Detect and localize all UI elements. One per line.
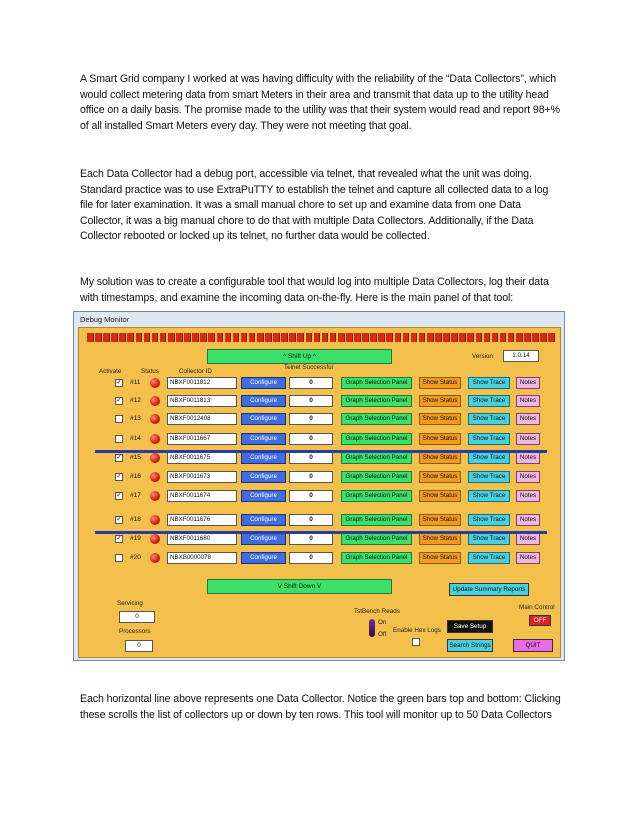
graph-selection-button[interactable]: Graph Selection Panel bbox=[341, 490, 412, 502]
activate-checkbox[interactable]: ✓ bbox=[116, 397, 122, 404]
graph-selection-button[interactable]: Graph Selection Panel bbox=[341, 552, 412, 564]
notes-button[interactable]: Notes bbox=[516, 471, 540, 483]
status-led-icon bbox=[150, 515, 160, 525]
led-indicator bbox=[103, 333, 110, 342]
led-indicator bbox=[532, 333, 539, 342]
collector-id-field[interactable]: NBXF0011676 bbox=[167, 514, 237, 526]
notes-button[interactable]: Notes bbox=[516, 490, 540, 502]
led-indicator bbox=[346, 333, 353, 342]
row-number: #15 bbox=[130, 454, 141, 461]
led-indicator bbox=[233, 333, 240, 342]
row-number: #11 bbox=[130, 379, 141, 386]
show-trace-button[interactable]: Show Trace bbox=[468, 452, 510, 464]
led-indicator bbox=[435, 333, 442, 342]
show-trace-button[interactable]: Show Trace bbox=[468, 395, 510, 407]
collector-id-field[interactable]: NBXF0011674 bbox=[167, 490, 237, 502]
collector-row bbox=[79, 513, 562, 528]
status-led-icon bbox=[150, 472, 160, 482]
led-indicator bbox=[152, 333, 159, 342]
collector-row bbox=[79, 412, 562, 427]
row-number: #14 bbox=[130, 435, 141, 442]
toggle-off-label: Off bbox=[378, 631, 387, 638]
activate-checkbox[interactable]: ✓ bbox=[116, 454, 122, 461]
collector-row bbox=[79, 489, 562, 504]
led-indicator bbox=[144, 333, 151, 342]
configure-button[interactable]: Configure bbox=[241, 471, 286, 483]
show-trace-button[interactable]: Show Trace bbox=[468, 552, 510, 564]
show-trace-button[interactable]: Show Trace bbox=[468, 433, 510, 445]
graph-selection-button[interactable]: Graph Selection Panel bbox=[341, 395, 412, 407]
notes-button[interactable]: Notes bbox=[516, 533, 540, 545]
led-indicator bbox=[411, 333, 418, 342]
shift-down-button[interactable]: V Shift Down V bbox=[207, 579, 392, 594]
activate-checkbox[interactable]: ✓ bbox=[116, 379, 122, 386]
collector-row bbox=[79, 470, 562, 485]
notes-button[interactable]: Notes bbox=[516, 413, 540, 425]
led-indicator bbox=[273, 333, 280, 342]
collector-id-field[interactable]: NBXF0011680 bbox=[167, 533, 237, 545]
show-status-button[interactable]: Show Status bbox=[419, 395, 461, 407]
led-indicator bbox=[127, 333, 134, 342]
led-indicator bbox=[419, 333, 426, 342]
telnet-count-field: 0 bbox=[289, 395, 333, 407]
led-indicator bbox=[306, 333, 313, 342]
led-indicator bbox=[403, 333, 410, 342]
led-indicator bbox=[540, 333, 547, 342]
graph-selection-button[interactable]: Graph Selection Panel bbox=[341, 413, 412, 425]
activate-checkbox[interactable]: ✓ bbox=[116, 492, 122, 499]
show-trace-button[interactable]: Show Trace bbox=[468, 471, 510, 483]
led-indicator bbox=[338, 333, 345, 342]
configure-button[interactable]: Configure bbox=[241, 395, 286, 407]
collector-id-field[interactable]: NBXF0012408 bbox=[167, 413, 237, 425]
show-status-button[interactable]: Show Status bbox=[419, 452, 461, 464]
tstbench-toggle[interactable] bbox=[369, 619, 375, 637]
led-indicator bbox=[476, 333, 483, 342]
show-status-button[interactable]: Show Status bbox=[419, 514, 461, 526]
processors-field: 0 bbox=[125, 640, 153, 652]
version-label: Version bbox=[472, 353, 494, 360]
row-number: #17 bbox=[130, 492, 141, 499]
search-strings-button[interactable]: Search Strings bbox=[447, 639, 493, 652]
led-indicator bbox=[241, 333, 248, 342]
notes-button[interactable]: Notes bbox=[516, 433, 540, 445]
collector-row bbox=[79, 551, 562, 566]
led-indicator bbox=[289, 333, 296, 342]
led-indicator bbox=[217, 333, 224, 342]
header-activate: Activate bbox=[99, 368, 122, 375]
led-indicator bbox=[168, 333, 175, 342]
led-indicator bbox=[395, 333, 402, 342]
led-indicator bbox=[136, 333, 143, 342]
led-indicator bbox=[500, 333, 507, 342]
shift-up-button[interactable]: ^ Shift Up ^ bbox=[207, 349, 392, 364]
notes-button[interactable]: Notes bbox=[516, 552, 540, 564]
toggle-on-label: On bbox=[378, 619, 387, 626]
servicing-field: 0 bbox=[119, 611, 155, 623]
processors-label: Processors bbox=[119, 628, 151, 635]
show-trace-button[interactable]: Show Trace bbox=[468, 377, 510, 389]
activate-checkbox[interactable] bbox=[115, 415, 123, 423]
led-indicator bbox=[330, 333, 337, 342]
led-indicator bbox=[322, 333, 329, 342]
graph-selection-button[interactable]: Graph Selection Panel bbox=[341, 377, 412, 389]
led-indicator bbox=[443, 333, 450, 342]
led-indicator bbox=[87, 333, 94, 342]
paragraph-description: Each horizontal line above represents one Data Collector. Notice the green bars top and bottom: Clicking these scrolls the list of collectors up or down by ten rows. This tool will monitor up to 50 Data Collectors bbox=[80, 693, 561, 721]
header-status: Status bbox=[141, 368, 159, 375]
led-indicator bbox=[370, 333, 377, 342]
led-indicator bbox=[208, 333, 215, 342]
graph-selection-button[interactable]: Graph Selection Panel bbox=[341, 471, 412, 483]
led-indicator bbox=[265, 333, 272, 342]
telnet-count-field: 0 bbox=[289, 552, 333, 564]
notes-button[interactable]: Notes bbox=[516, 452, 540, 464]
activate-checkbox[interactable]: ✓ bbox=[116, 516, 122, 523]
show-trace-button[interactable]: Show Trace bbox=[468, 413, 510, 425]
led-indicator bbox=[184, 333, 191, 342]
collector-row bbox=[79, 394, 562, 409]
status-led-icon bbox=[150, 553, 160, 563]
status-led-icon bbox=[150, 534, 160, 544]
show-status-button[interactable]: Show Status bbox=[419, 533, 461, 545]
update-summary-button[interactable]: Update Summary Reports bbox=[449, 583, 529, 596]
telnet-count-field: 0 bbox=[289, 514, 333, 526]
status-led-icon bbox=[150, 453, 160, 463]
row-number: #19 bbox=[130, 535, 141, 542]
status-led-icon bbox=[150, 434, 160, 444]
collector-id-field[interactable]: NBXB0000078 bbox=[167, 552, 237, 564]
collector-id-field[interactable]: NBXF0011813 bbox=[167, 395, 237, 407]
led-indicator bbox=[508, 333, 515, 342]
separator bbox=[95, 450, 547, 453]
configure-button[interactable]: Configure bbox=[241, 452, 286, 464]
show-trace-button[interactable]: Show Trace bbox=[468, 490, 510, 502]
paragraph-debug-port: Each Data Collector had a debug port, accessible via telnet, that revealed what the unit was doing. Standard practice was to use ExtraPuTTY to establish the telnet and capture all collected data to a log file for later examination. It was a small manual chore to set up and examine data from one Data Collector, it was a big manual chore to do that with multiple Data Collectors. Additionally, if the Data Collector rebooted or locked up its telnet, no further data would be collected. bbox=[80, 168, 549, 242]
collector-id-field[interactable]: NBXF0011667 bbox=[167, 433, 237, 445]
led-indicator bbox=[354, 333, 361, 342]
graph-selection-button[interactable]: Graph Selection Panel bbox=[341, 433, 412, 445]
row-number: #20 bbox=[130, 554, 141, 561]
activate-checkbox[interactable]: ✓ bbox=[116, 473, 122, 480]
show-trace-button[interactable]: Show Trace bbox=[468, 514, 510, 526]
activate-checkbox[interactable] bbox=[115, 435, 123, 443]
configure-button[interactable]: Configure bbox=[241, 552, 286, 564]
graph-selection-button[interactable]: Graph Selection Panel bbox=[341, 533, 412, 545]
collector-row bbox=[79, 532, 562, 547]
row-number: #18 bbox=[130, 516, 141, 523]
led-indicator bbox=[200, 333, 207, 342]
show-status-button[interactable]: Show Status bbox=[419, 552, 461, 564]
led-indicator bbox=[492, 333, 499, 342]
collector-row bbox=[79, 376, 562, 391]
show-status-button[interactable]: Show Status bbox=[419, 413, 461, 425]
collector-id-field[interactable]: NBXF0011675 bbox=[167, 452, 237, 464]
tstbench-label: TstBench Reads bbox=[354, 608, 400, 615]
telnet-count-field: 0 bbox=[289, 490, 333, 502]
telnet-count-field: 0 bbox=[289, 452, 333, 464]
graph-selection-button[interactable]: Graph Selection Panel bbox=[341, 452, 412, 464]
configure-button[interactable]: Configure bbox=[241, 514, 286, 526]
collector-row bbox=[79, 451, 562, 466]
quit-button[interactable]: QUIT bbox=[513, 639, 553, 652]
telnet-count-field: 0 bbox=[289, 433, 333, 445]
main-control-label: Main Control bbox=[519, 604, 555, 611]
led-indicator bbox=[192, 333, 199, 342]
paragraph-solution: My solution was to create a configurable tool that would log into multiple Data Collectors, log their data with timestamps, and examine the incoming data on-the-fly. Here is the main panel of that tool: bbox=[80, 276, 549, 304]
collector-id-field[interactable]: NBXF0011812 bbox=[167, 377, 237, 389]
configure-button[interactable]: Configure bbox=[241, 413, 286, 425]
configure-button[interactable]: Configure bbox=[241, 377, 286, 389]
notes-button[interactable]: Notes bbox=[516, 377, 540, 389]
row-number: #16 bbox=[130, 473, 141, 480]
window-title: Debug Monitor bbox=[80, 315, 130, 324]
led-indicator bbox=[484, 333, 491, 342]
led-indicator bbox=[459, 333, 466, 342]
activate-checkbox[interactable]: ✓ bbox=[116, 535, 122, 542]
led-indicator bbox=[516, 333, 523, 342]
led-indicator bbox=[524, 333, 531, 342]
telnet-count-field: 0 bbox=[289, 413, 333, 425]
header-telnet: Telnet Successful bbox=[284, 364, 334, 371]
version-field: 1.0.14 bbox=[503, 350, 539, 362]
status-led-icon bbox=[150, 414, 160, 424]
servicing-label: Servicing bbox=[117, 600, 143, 607]
header-collector-id: Collector ID bbox=[179, 368, 212, 375]
save-setup-button[interactable]: Save Setup bbox=[447, 620, 493, 633]
activate-checkbox[interactable] bbox=[115, 554, 123, 562]
show-status-button[interactable]: Show Status bbox=[419, 433, 461, 445]
telnet-count-field: 0 bbox=[289, 533, 333, 545]
show-trace-button[interactable]: Show Trace bbox=[468, 533, 510, 545]
show-status-button[interactable]: Show Status bbox=[419, 490, 461, 502]
show-status-button[interactable]: Show Status bbox=[419, 471, 461, 483]
led-indicator bbox=[297, 333, 304, 342]
collector-id-field[interactable]: NBXF0011673 bbox=[167, 471, 237, 483]
led-indicator bbox=[467, 333, 474, 342]
notes-button[interactable]: Notes bbox=[516, 395, 540, 407]
led-indicator bbox=[362, 333, 369, 342]
status-led-icon bbox=[150, 396, 160, 406]
main-control-off-button[interactable]: OFF bbox=[529, 615, 551, 626]
led-indicator bbox=[225, 333, 232, 342]
configure-button[interactable]: Configure bbox=[241, 490, 286, 502]
status-led-icon bbox=[150, 378, 160, 388]
enable-hex-label: Enable Hex Logs bbox=[393, 627, 441, 634]
led-indicator bbox=[95, 333, 102, 342]
led-indicator bbox=[111, 333, 118, 342]
row-number: #12 bbox=[130, 397, 141, 404]
led-indicator bbox=[314, 333, 321, 342]
configure-button[interactable]: Configure bbox=[241, 433, 286, 445]
separator bbox=[95, 531, 547, 534]
led-indicator bbox=[119, 333, 126, 342]
led-indicator bbox=[257, 333, 264, 342]
led-indicator bbox=[160, 333, 167, 342]
led-indicator bbox=[451, 333, 458, 342]
telnet-count-field: 0 bbox=[289, 471, 333, 483]
main-panel bbox=[78, 327, 561, 658]
led-indicator bbox=[378, 333, 385, 342]
led-indicator bbox=[548, 333, 555, 342]
led-indicator bbox=[427, 333, 434, 342]
paragraph-intro: A Smart Grid company I worked at was having difficulty with the reliability of the “Data Collectors”, which would collect metering data from smart Meters in their area and transmit that data up to the utility head office on a daily basis. The promise made to the utility was that their system would read and report 98+% of all installed Smart Meters every day. They were not meeting that goal. bbox=[80, 73, 560, 132]
led-indicator bbox=[176, 333, 183, 342]
graph-selection-button[interactable]: Graph Selection Panel bbox=[341, 514, 412, 526]
led-indicator bbox=[249, 333, 256, 342]
led-indicator bbox=[281, 333, 288, 342]
notes-button[interactable]: Notes bbox=[516, 514, 540, 526]
enable-hex-checkbox[interactable] bbox=[412, 638, 420, 646]
led-strip bbox=[87, 333, 555, 342]
show-status-button[interactable]: Show Status bbox=[419, 377, 461, 389]
collector-row bbox=[79, 432, 562, 447]
status-led-icon bbox=[150, 491, 160, 501]
debug-monitor-screenshot bbox=[73, 311, 565, 661]
telnet-count-field: 0 bbox=[289, 377, 333, 389]
configure-button[interactable]: Configure bbox=[241, 533, 286, 545]
row-number: #13 bbox=[130, 415, 141, 422]
led-indicator bbox=[386, 333, 393, 342]
